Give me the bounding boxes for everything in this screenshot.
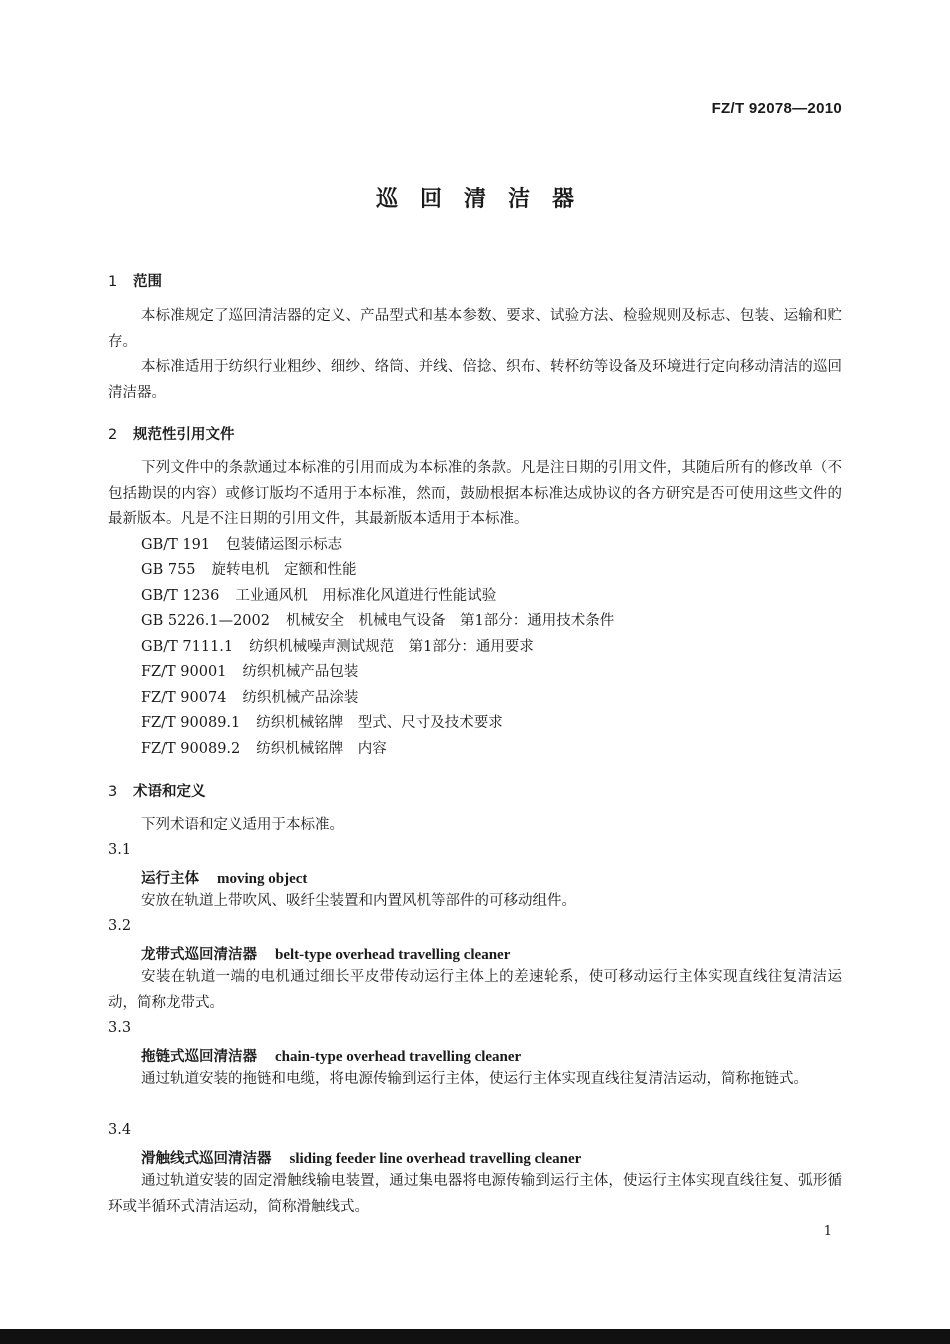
reference-code: FZ/T 90001 [141,664,227,680]
term-definition: 通过轨道安装的固定滑触线输电装置，通过集电器将电源传输到运行主体，使运行主体实现直线往复、弧形循环或半循环式清洁运动，简称滑触线式。 [108,1173,842,1215]
term-zh: 运行主体 [141,871,199,887]
terms-intro: 下列术语和定义适用于本标准。 [141,817,344,833]
reference-code: GB/T 7111.1 [141,639,234,655]
document-title: 巡回清洁器 [375,187,596,212]
section-2-heading [108,423,235,444]
term-definition: 安放在轨道上带吹风、吸纤尘装置和内置风机等部件的可移动组件。 [141,893,576,909]
term-number: 3.1 [108,842,132,858]
reference-item [141,584,496,610]
term-heading [141,1147,581,1168]
term-zh: 滑触线式巡回清洁器 [141,1151,272,1167]
reference-item [141,660,358,686]
reference-title: 纺织机械铭牌 内容 [256,741,387,757]
term-heading [141,1045,521,1066]
reference-code: GB 5226.1—2002 [141,613,270,629]
reference-title: 纺织机械产品涂装 [242,690,359,706]
reference-title: 纺织机械噪声测试规范 第1部分：通用要求 [249,639,534,655]
section-title: 术语和定义 [133,784,206,800]
term-heading [141,867,307,888]
reference-code: FZ/T 90074 [141,690,227,706]
term-number: 3.2 [108,918,132,934]
section-title: 规范性引用文件 [133,427,235,443]
references-intro: 下列文件中的条款通过本标准的引用而成为本标准的条款。凡是注日期的引用文件，其随后所有的修改单（不包括勘误的内容）或修订版均不适用于本标准，然而，鼓励根据本标准达成协议的各方研究是否可使用这些文件的最新版本。凡是不注日期的引用文件，其最新版本适用于本标准。 [108,460,842,527]
section-3-heading [108,780,206,801]
section-number: 2 [108,427,118,443]
reference-title: 包装储运图示标志 [226,537,343,553]
term-en: belt-type overhead travelling cleaner [275,947,511,963]
reference-code: FZ/T 90089.1 [141,715,241,731]
standard-number: FZ/T 92078—2010 [711,100,842,117]
scope-paragraph-1: 本标准规定了巡回清洁器的定义、产品型式和基本参数、要求、试验方法、检验规则及标志、包装、运输和贮存。 [108,308,842,350]
reference-code: GB/T 1236 [141,588,220,604]
reference-item [141,609,614,635]
bottom-border [0,1329,950,1344]
term-definition: 安装在轨道一端的电机通过细长平皮带传动运行主体上的差速轮系，使可移动运行主体实现直线往复清洁运动，简称龙带式。 [108,969,842,1011]
reference-title: 纺织机械产品包装 [242,664,359,680]
page-number: 1 [823,1224,832,1239]
reference-title: 机械安全 机械电气设备 第1部分：通用技术条件 [286,613,615,629]
reference-code: GB/T 191 [141,537,211,553]
term-en: sliding feeder line overhead travelling cleaner [289,1151,582,1167]
term-zh: 拖链式巡回清洁器 [141,1049,257,1065]
reference-item [141,711,503,737]
reference-item [141,686,358,712]
reference-title: 旋转电机 定额和性能 [211,562,357,578]
section-number: 3 [108,784,118,800]
reference-item [141,737,387,763]
section-number: 1 [108,274,118,290]
term-zh: 龙带式巡回清洁器 [141,947,257,963]
reference-code: FZ/T 90089.2 [141,741,241,757]
reference-item [141,635,534,661]
term-en: chain-type overhead travelling cleaner [275,1049,522,1065]
reference-title: 工业通风机 用标准化风道进行性能试验 [235,588,497,604]
term-heading [141,943,510,964]
scope-paragraph-2: 本标准适用于纺织行业粗纱、细纱、络筒、并线、倍捻、织布、转杯纺等设备及环境进行定向移动清洁的巡回清洁器。 [108,359,842,401]
section-1-heading [108,270,162,291]
term-number: 3.3 [108,1020,132,1036]
section-title: 范围 [133,274,162,290]
reference-item [141,558,357,584]
reference-code: GB 755 [141,562,196,578]
reference-title: 纺织机械铭牌 型式、尺寸及技术要求 [256,715,503,731]
term-number: 3.4 [108,1122,132,1138]
term-definition: 通过轨道安装的拖链和电缆，将电源传输到运行主体，使运行主体实现直线往复清洁运动，简称拖链式。 [141,1071,808,1087]
term-en: moving object [217,871,308,887]
reference-item [141,533,342,559]
